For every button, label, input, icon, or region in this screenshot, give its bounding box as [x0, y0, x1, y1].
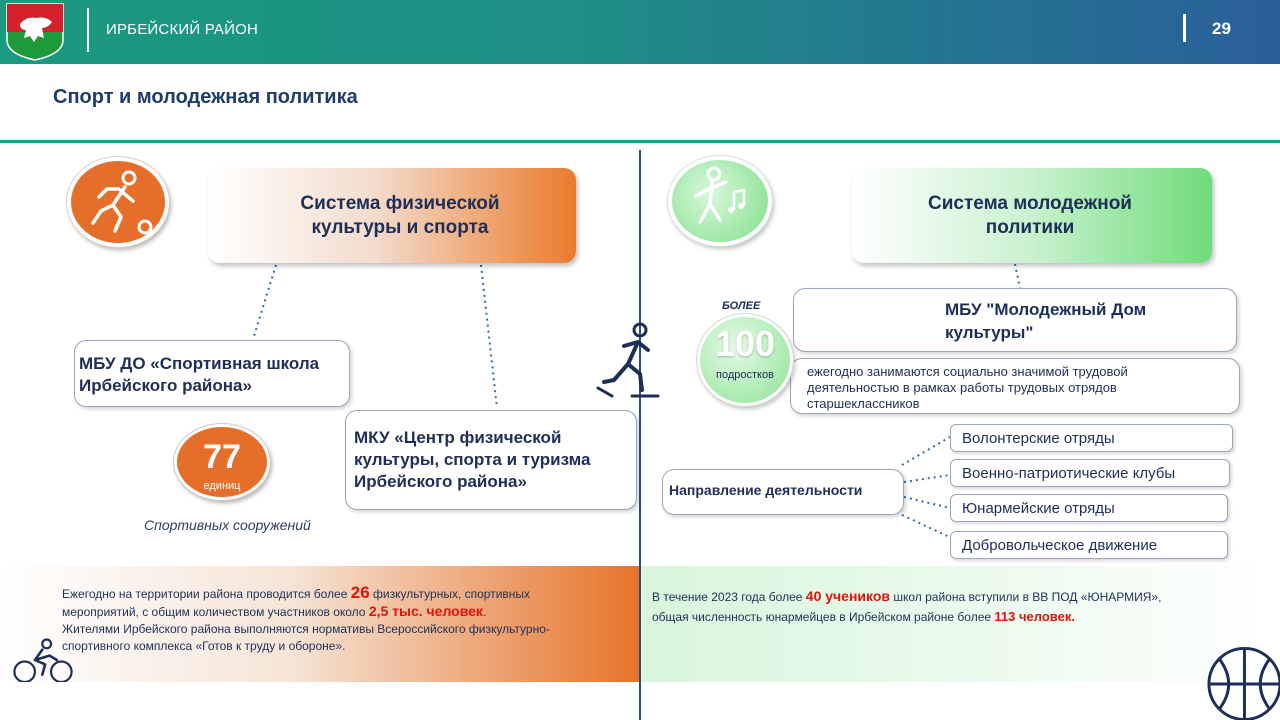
sport-summary-text: [62, 584, 610, 655]
youth-policy-heading-box: [852, 168, 1212, 263]
youth-house-label: МБУ "Молодежный Дом культуры": [945, 300, 1147, 342]
direction-item: [950, 424, 1233, 452]
header-bar: [0, 0, 1280, 64]
header-divider-right: [1183, 14, 1186, 42]
events-count: 26: [350, 583, 370, 602]
teens-unit: подростков: [716, 369, 774, 381]
youth-summary-part1: В течение 2023 года более: [652, 590, 806, 604]
page-title: Спорт и молодежная политика: [53, 86, 358, 108]
cyclist-icon: [2, 638, 84, 682]
sport-summary-part1: Ежегодно на территории района проводится более: [62, 587, 351, 601]
sport-summary-part3: .: [482, 605, 487, 619]
participants-count: 2,5 тыс. человек: [368, 603, 483, 619]
youth-summary-part2: школ района вступили в ВВ ПОД «ЮНАРМИЯ»,: [890, 590, 1162, 604]
sport-summary-part4: Жителями Ирбейского района выполняются нормативы Всероссийского физкультурно-спортивного комплекса «Готов к труду и обороне».: [62, 622, 550, 653]
title-underline: [0, 140, 1280, 143]
more-label: БОЛЕЕ: [722, 300, 761, 312]
facilities-unit: единиц: [203, 480, 241, 492]
sport-school-card: [74, 340, 350, 407]
facilities-count: 77: [203, 438, 241, 476]
basketball-icon: [1205, 644, 1280, 720]
sport-system-heading: Система физической культуры и спорта: [300, 193, 500, 238]
directions-label: Направление деятельности: [669, 482, 863, 498]
teens-activity-card: [790, 358, 1240, 414]
direction-label: Волонтерские отряды: [962, 430, 1115, 447]
sport-school-label: МБУ ДО «Спортивная школа Ирбейского района»: [79, 354, 320, 395]
youth-summary-banner: [641, 566, 1280, 682]
region-name: ИРБЕЙСКИЙ РАЙОН: [106, 21, 259, 38]
sport-summary-part2: физкультурных, спортивных мероприятий, с общим количеством участников около: [62, 587, 531, 619]
coat-of-arms-icon: [4, 2, 66, 62]
youth-policy-heading: Система молодежной политики: [928, 193, 1132, 238]
direction-label: Юнармейские отряды: [962, 500, 1115, 517]
sport-system-heading-box: [208, 168, 576, 263]
football-player-icon: [67, 157, 169, 247]
teens-count: 100: [714, 323, 776, 364]
facilities-caption: Спортивных сооружений: [144, 517, 311, 533]
direction-item: [950, 459, 1230, 487]
direction-item: [950, 531, 1228, 559]
header-divider: [87, 8, 89, 52]
sport-center-label: МКУ «Центр физической культуры, спорта и туризма Ирбейского района»: [354, 428, 591, 491]
direction-label: Добровольческое движение: [962, 537, 1158, 554]
sport-center-card: [345, 410, 637, 510]
youth-house-card: [793, 288, 1237, 352]
teens-count-badge: [697, 314, 793, 406]
direction-label: Военно-патриотические клубы: [962, 465, 1176, 482]
direction-item: [950, 494, 1228, 522]
teens-activity-text: ежегодно занимаются социально значимой трудовой деятельностью в рамках работы трудовых отрядов старшеклассников: [807, 364, 1128, 411]
sport-summary-banner: [0, 566, 639, 682]
yunarmiya-count: 113 человек.: [994, 609, 1075, 624]
youth-summary-part3: общая численность юнармейцев в Ирбейском районе более: [652, 610, 995, 624]
directions-label-card: [662, 469, 904, 515]
facilities-count-badge: [174, 424, 270, 500]
students-count: 40 учеников: [805, 588, 890, 604]
dancer-music-icon: [668, 156, 772, 246]
youth-summary-text: [652, 586, 1252, 627]
skater-icon: [594, 320, 666, 404]
page-number: 29: [1212, 19, 1231, 38]
